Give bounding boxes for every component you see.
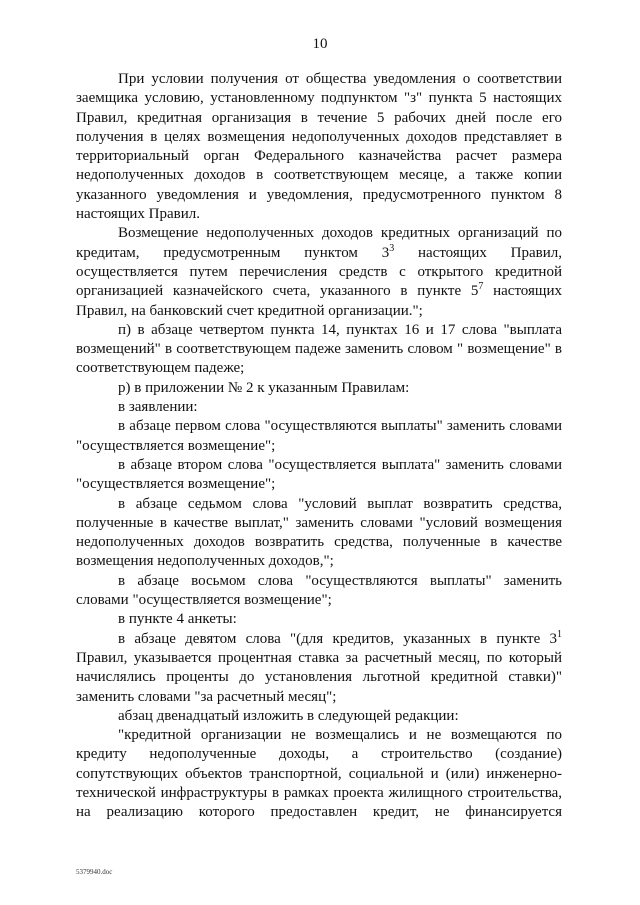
paragraph (76, 321, 562, 379)
paragraph (76, 417, 562, 456)
paragraph-text: п) в абзаце четвертом пункта 14, пунктах 16 и 17 слова "выплата возмещений" в соответствующем падеже заменить словом " возмещение" в соответствующем падеже; (76, 321, 562, 377)
superscript: 3 (389, 242, 395, 254)
paragraph-text: Возмещение недополученных доходов кредитных организаций по кредитам, предусмотренным пунктом 3 (76, 225, 562, 261)
paragraph-text: абзац двенадцатый изложить в следующей редакции: (118, 707, 459, 724)
paragraph (76, 224, 562, 320)
paragraph (76, 70, 562, 224)
paragraph (76, 707, 562, 726)
paragraph-text: в абзаце седьмом слова "условий выплат возвратить средства, полученные в качестве выплат," заменить словами "условий возмещения недополученных доходов возвратить средства, полученные в качестве возмещения недополученных доходов,"; (76, 495, 562, 570)
paragraph (76, 630, 562, 707)
paragraph-text: настоящих Правил, осуществляется путем перечисления средств с открытого кредитной организацией казначейского счета, указанного в пункте 5 (76, 244, 562, 300)
paragraph (76, 572, 562, 611)
superscript: 1 (557, 628, 562, 640)
paragraph (76, 495, 562, 572)
paragraph-text: Правил, указывается процентная ставка за расчетный месяц, по который начислялись проценты до установления льготной кредитной ставки)" заменить словами "за расчетный месяц"; (76, 649, 562, 705)
paragraph-text: в абзаце восьмом слова "осуществляются выплаты" заменить словами "осуществляется возмещение"; (76, 572, 562, 609)
paragraph (76, 610, 562, 629)
paragraph-text: настоящих Правил, на банковский счет кредитной организации."; (76, 283, 562, 319)
page-number: 10 (312, 36, 328, 52)
paragraph-text: в абзаце девятом слова "(для кредитов, указанных в пункте 3 (118, 630, 557, 647)
document-body (76, 70, 562, 823)
paragraph (76, 379, 562, 398)
paragraph-text: При условии получения от общества уведомления о соответствии заемщика условию, установленному подпунктом "з" пункта 5 настоящих Правил, кредитная организация в течение 5 рабочих дней после его получения в целях возмещения недополученных доходов представляет в территориальный орган Федерального казначейства расчет размера недополученных доходов в соответствующем месяце, а также копии указанного уведомления и уведомления, предусмотренного пунктом 8 настоящих Правил. (76, 71, 562, 223)
superscript: 7 (478, 281, 484, 293)
paragraph (76, 726, 562, 822)
paragraph-text: в заявлении: (118, 399, 198, 416)
paragraph-text: в пункте 4 анкеты: (118, 611, 237, 628)
paragraph-text: в абзаце втором слова "осуществляется выплата" заменить словами "осуществляется возмещение"; (76, 456, 562, 493)
paragraph (76, 398, 562, 417)
document-file-code: 5379940.doc (76, 868, 113, 876)
paragraph-text: р) в приложении № 2 к указанным Правилам: (118, 379, 410, 396)
paragraph-text: "кредитной организации не возмещались и не возмещаются по кредиту недополученные доходы, а строительство (создание) сопутствующих объектов транспортной, социальной и (или) инженерно-технической инфраструктуры в рамках проекта жилищного строительства, на реализацию которого предоставлен кредит, не финансируется (76, 727, 562, 821)
paragraph (76, 456, 562, 495)
paragraph-text: в абзаце первом слова "осуществляются выплаты" заменить словами "осуществляется возмещение"; (76, 418, 562, 454)
